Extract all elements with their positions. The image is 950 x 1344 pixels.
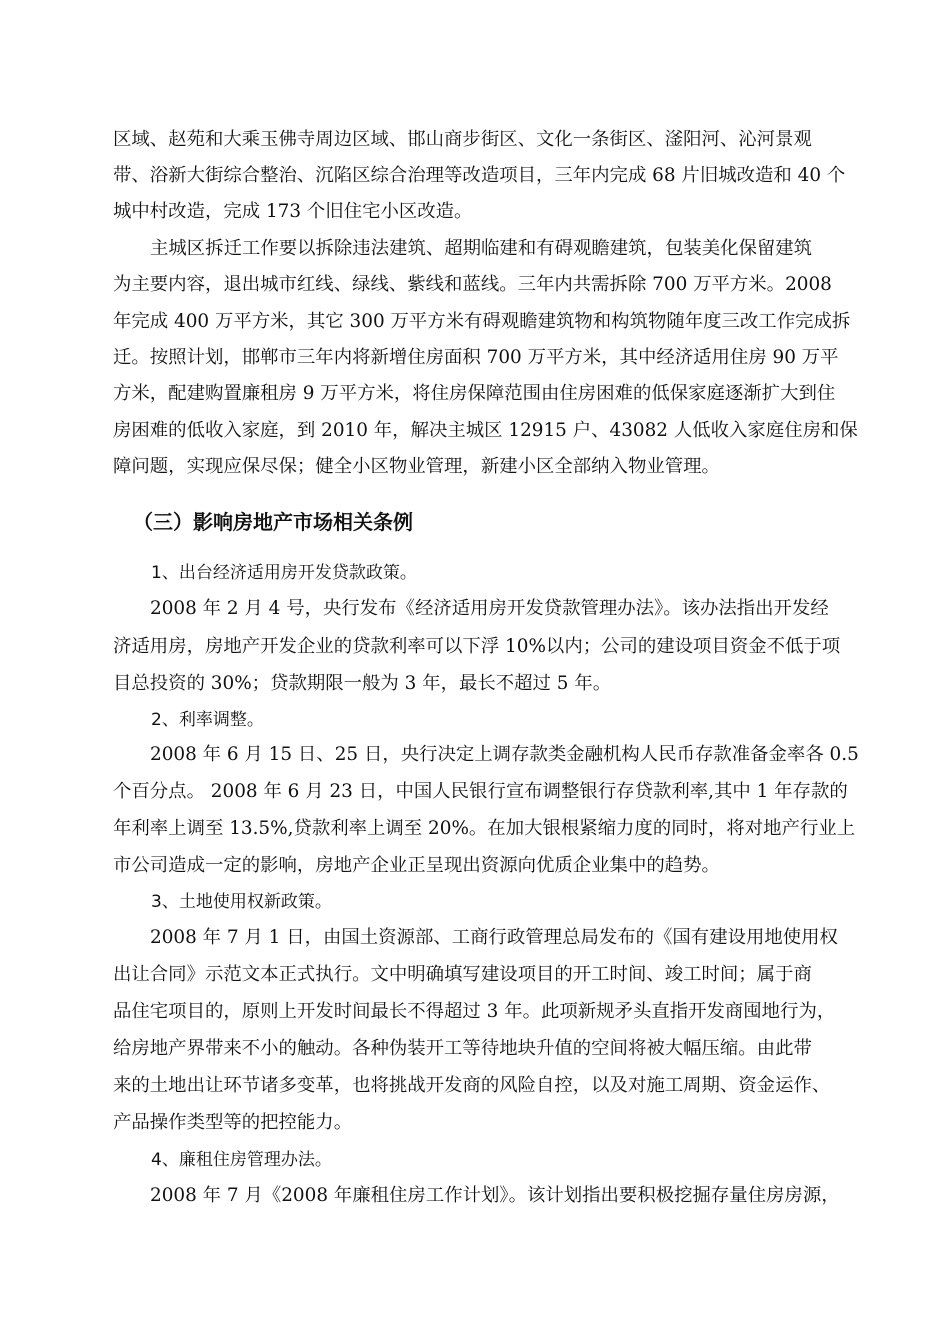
- section-heading: （三）影响房地产市场相关条例: [133, 510, 413, 534]
- item-title: 4、廉租住房管理办法。: [151, 1150, 332, 1170]
- text-line: 迁。按照计划，邯郸市三年内将新增住房面积 700 万平方米，其中经济适用住房 90 万平: [113, 347, 839, 368]
- text-line: 城中村改造，完成 173 个旧住宅小区改造。: [113, 201, 473, 222]
- text-line: 给房地产界带来不小的触动。各种伪装开工等待地块升值的空间将被大幅压缩。由此带: [113, 1038, 812, 1059]
- text-line: 个百分点。 2008 年 6 月 23 日，中国人民银行宣布调整银行存贷款利率,其中 1 年存款的: [113, 781, 848, 802]
- item-title: 3、土地使用权新政策。: [151, 892, 332, 912]
- item-title: 1、出台经济适用房开发贷款政策。: [151, 563, 417, 583]
- text-line: 方米，配建购置廉租房 9 万平方米，将住房保障范围由住房困难的低保家庭逐渐扩大到住: [113, 383, 836, 404]
- text-line: 市公司造成一定的影响，房地产企业正呈现出资源向优质企业集中的趋势。: [113, 855, 720, 876]
- paragraph-first-line: 主城区拆迁工作要以拆除违法建筑、超期临建和有碍观瞻建筑，包装美化保留建筑: [150, 238, 813, 259]
- text-line: 目总投资的 30%；贷款期限一般为 3 年，最长不超过 5 年。: [113, 673, 612, 694]
- paragraph-first-line: 2008 年 6 月 15 日、25 日，央行决定上调存款类金融机构人民币存款准备金率各 0.5: [150, 744, 859, 765]
- text-line: 年利率上调至 13.5%,贷款利率上调至 20%。在加大银根紧缩力度的同时，将对地产行业上: [113, 818, 856, 839]
- paragraph-first-line: 2008 年 2 月 4 号，央行发布《经济适用房开发贷款管理办法》。该办法指出开发经: [150, 598, 829, 619]
- text-line: 出让合同》示范文本正式执行。文中明确填写建设项目的开工时间、竣工时间；属于商: [113, 964, 812, 985]
- text-line: 年完成 400 万平方米，其它 300 万平方米有碍观瞻建筑物和构筑物随年度三改工作完成拆: [113, 311, 851, 332]
- text-line: 为主要内容，退出城市红线、绿线、紫线和蓝线。三年内共需拆除 700 万平方米。2008: [113, 274, 832, 295]
- text-line: 区域、赵苑和大乘玉佛寺周边区域、邯山商步街区、文化一条街区、滏阳河、沁河景观: [113, 129, 812, 150]
- text-line: 济适用房，房地产开发企业的贷款利率可以下浮 10%以内；公司的建设项目资金不低于项: [113, 636, 841, 657]
- text-line: 来的土地出让环节诸多变革，也将挑战开发商的风险自控，以及对施工周期、资金运作、: [113, 1075, 831, 1096]
- text-line: 产品操作类型等的把控能力。: [113, 1112, 353, 1133]
- item-title: 2、利率调整。: [151, 710, 264, 730]
- text-line: 带、浴新大街综合整治、沉陷区综合治理等改造项目，三年内完成 68 片旧城改造和 40 个: [113, 165, 846, 186]
- paragraph-first-line: 2008 年 7 月 1 日，由国土资源部、工商行政管理总局发布的《国有建设用地使用权: [150, 927, 838, 948]
- text-line: 障问题，实现应保尽保；健全小区物业管理，新建小区全部纳入物业管理。: [113, 456, 720, 477]
- paragraph-first-line: 2008 年 7 月《2008 年廉租住房工作计划》。该计划指出要积极挖掘存量住房房源，: [150, 1185, 840, 1206]
- text-line: 品住宅项目的，原则上开发时间最长不得超过 3 年。此项新规矛头直指开发商囤地行为，: [113, 1001, 836, 1022]
- text-line: 房困难的低收入家庭，到 2010 年，解决主城区 12915 户、43082 人低收入家庭住房和保: [113, 420, 858, 441]
